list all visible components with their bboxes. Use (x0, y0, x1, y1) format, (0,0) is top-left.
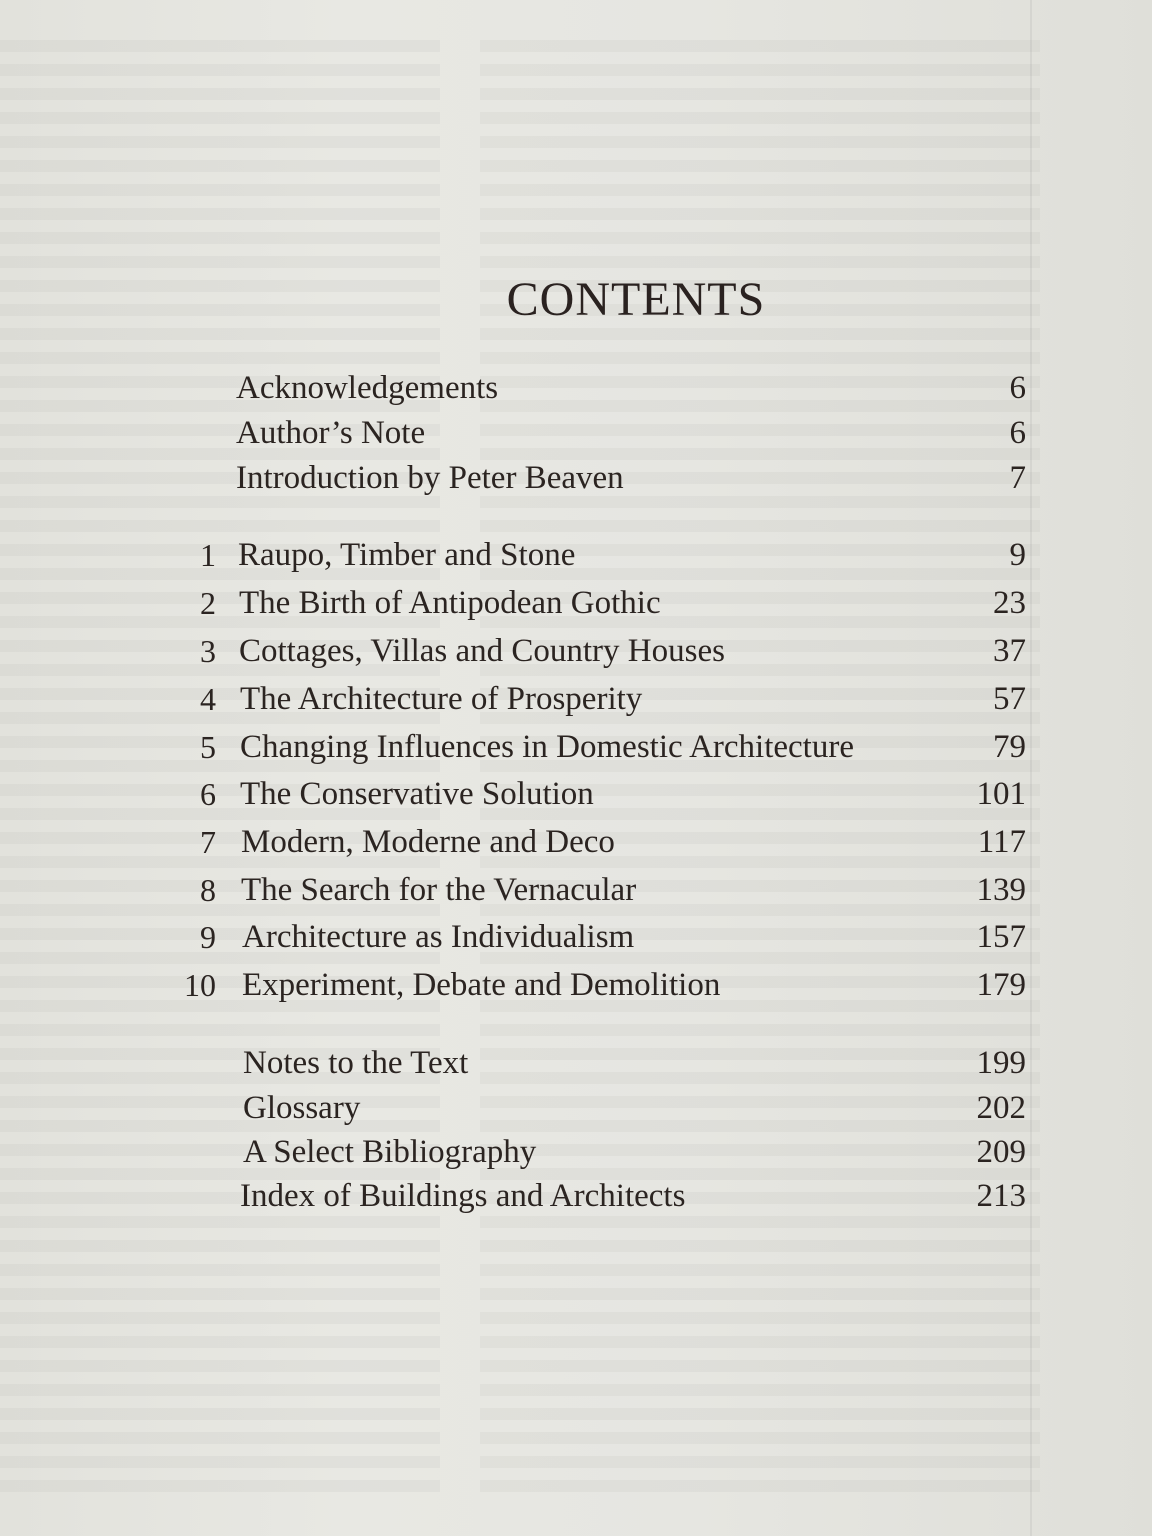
chapter-title: Modern, Moderne and Deco (241, 824, 615, 860)
toc-entry-label: Introduction by Peter Beaven (236, 460, 624, 496)
toc-entry (0, 1085, 1152, 1131)
chapter-page: 79 (993, 729, 1026, 765)
chapter-entry (0, 580, 1152, 626)
chapter-page: 101 (976, 776, 1026, 812)
chapter-page: 57 (993, 681, 1026, 717)
chapter-number: 10 (184, 967, 216, 1003)
toc-entry-label: A Select Bibliography (243, 1134, 537, 1170)
chapter-page: 23 (993, 585, 1026, 621)
chapter-number: 9 (200, 919, 216, 955)
toc-entry (0, 1173, 1152, 1219)
toc-entry-page: 6 (1009, 415, 1026, 451)
chapter-title: The Birth of Antipodean Gothic (239, 585, 661, 621)
chapter-entry (0, 724, 1152, 770)
chapter-number: 7 (200, 824, 216, 860)
contents-title: CONTENTS (506, 273, 766, 326)
toc-entry (0, 1040, 1152, 1086)
toc-entry-label: Author’s Note (236, 415, 426, 451)
toc-entry (0, 410, 1152, 456)
chapter-page: 117 (977, 824, 1026, 860)
chapter-number: 4 (200, 681, 216, 717)
chapter-entry (0, 914, 1152, 960)
toc-entry (0, 365, 1152, 411)
chapter-number: 2 (200, 585, 216, 621)
chapter-page: 9 (1009, 537, 1026, 573)
chapter-number: 6 (200, 776, 216, 812)
chapter-title: Experiment, Debate and Demolition (242, 967, 721, 1003)
chapter-entry (0, 819, 1152, 865)
chapter-page: 37 (993, 633, 1026, 669)
chapter-page: 179 (976, 967, 1026, 1003)
chapter-title: The Conservative Solution (240, 776, 594, 812)
toc-entry-label: Notes to the Text (243, 1045, 469, 1081)
toc-entry-page: 213 (976, 1178, 1026, 1214)
chapter-entry (0, 867, 1152, 913)
toc-entry (0, 1129, 1152, 1175)
toc-entry-page: 209 (976, 1134, 1026, 1170)
chapter-page: 139 (976, 872, 1026, 908)
chapter-number: 5 (200, 729, 216, 765)
chapter-title: Raupo, Timber and Stone (238, 537, 576, 573)
toc-entry-label: Index of Buildings and Architects (240, 1178, 686, 1214)
toc-entry-page: 202 (976, 1090, 1026, 1126)
toc-entry-label: Acknowledgements (236, 370, 499, 406)
chapter-page: 157 (976, 919, 1026, 955)
toc-entry (0, 455, 1152, 501)
chapter-number: 8 (200, 872, 216, 908)
chapter-title: Architecture as Individualism (242, 919, 635, 955)
toc-entry-page: 7 (1009, 460, 1026, 496)
chapter-title: The Search for the Vernacular (241, 872, 637, 908)
chapter-number: 1 (200, 537, 216, 573)
toc-entry-page: 199 (976, 1045, 1026, 1081)
chapter-number: 3 (200, 633, 216, 669)
toc-entry-label: Glossary (243, 1090, 361, 1126)
chapter-entry (0, 771, 1152, 817)
chapter-entry (0, 628, 1152, 674)
chapter-entry (0, 962, 1152, 1008)
chapter-title: Changing Influences in Domestic Architecture (240, 729, 854, 765)
chapter-entry (0, 532, 1152, 578)
toc-entry-page: 6 (1009, 370, 1026, 406)
chapter-entry (0, 676, 1152, 722)
chapter-title: Cottages, Villas and Country Houses (239, 633, 725, 669)
chapter-title: The Architecture of Prosperity (240, 681, 643, 717)
